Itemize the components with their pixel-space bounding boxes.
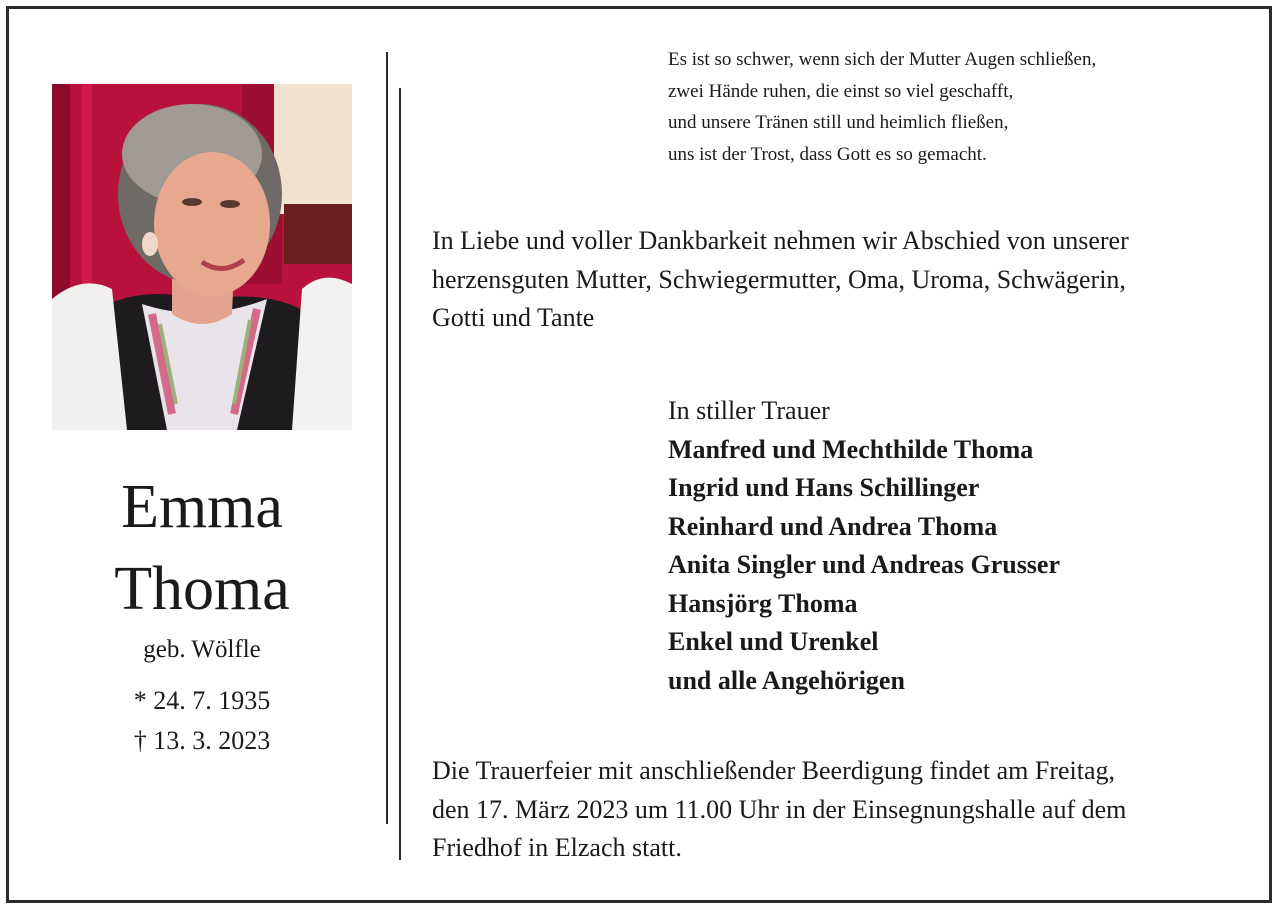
funeral-details: [432, 752, 1252, 868]
farewell-line: herzensguten Mutter, Schwiegermutter, Oma, Uroma, Schwägerin,: [432, 264, 1126, 294]
funeral-line: Friedhof in Elzach statt.: [432, 833, 682, 862]
funeral-line: den 17. März 2023 um 11.00 Uhr in der Einsegnungshalle auf dem: [432, 794, 1127, 824]
mourners-list: [668, 392, 1060, 700]
deceased-first-name: Emma: [121, 473, 283, 541]
portrait-photo: [52, 84, 352, 430]
farewell-line: In Liebe und voller Dankbarkeit nehmen wir Abschied von unserer: [432, 226, 1129, 255]
mourner-name: Ingrid und Hans Schillinger: [668, 473, 980, 502]
death-date: † 13. 3. 2023: [133, 726, 271, 755]
divider-line-left: [386, 52, 388, 824]
mourner-name: Enkel und Urenkel: [668, 627, 879, 656]
mourner-name: Reinhard und Andrea Thoma: [668, 511, 998, 541]
memorial-poem: [668, 44, 1096, 170]
divider-line-right: [399, 88, 401, 860]
mourner-name: Hansjörg Thoma: [668, 588, 858, 618]
mourners-heading: In stiller Trauer: [668, 396, 830, 425]
poem-line: zwei Hände ruhen, die einst so viel geschafft,: [668, 80, 1014, 102]
funeral-line: Die Trauerfeier mit anschließender Beerdigung findet am Freitag,: [432, 756, 1116, 785]
mourner-name: Manfred und Mechthilde Thoma: [668, 434, 1034, 464]
maiden-name: geb. Wölfle: [143, 636, 261, 663]
poem-line: uns ist der Trost, dass Gott es so gemacht.: [668, 143, 987, 165]
birth-date: * 24. 7. 1935: [133, 686, 271, 715]
farewell-text: [432, 222, 1242, 338]
mourner-name: und alle Angehörigen: [668, 665, 905, 695]
poem-line: und unsere Tränen still und heimlich fließen,: [668, 112, 1009, 133]
mourner-name: Anita Singler und Andreas Grusser: [668, 550, 1061, 579]
deceased-last-name: Thoma: [114, 555, 290, 623]
farewell-line: Gotti und Tante: [432, 303, 595, 332]
poem-line: Es ist so schwer, wenn sich der Mutter Augen schließen,: [668, 49, 1097, 70]
